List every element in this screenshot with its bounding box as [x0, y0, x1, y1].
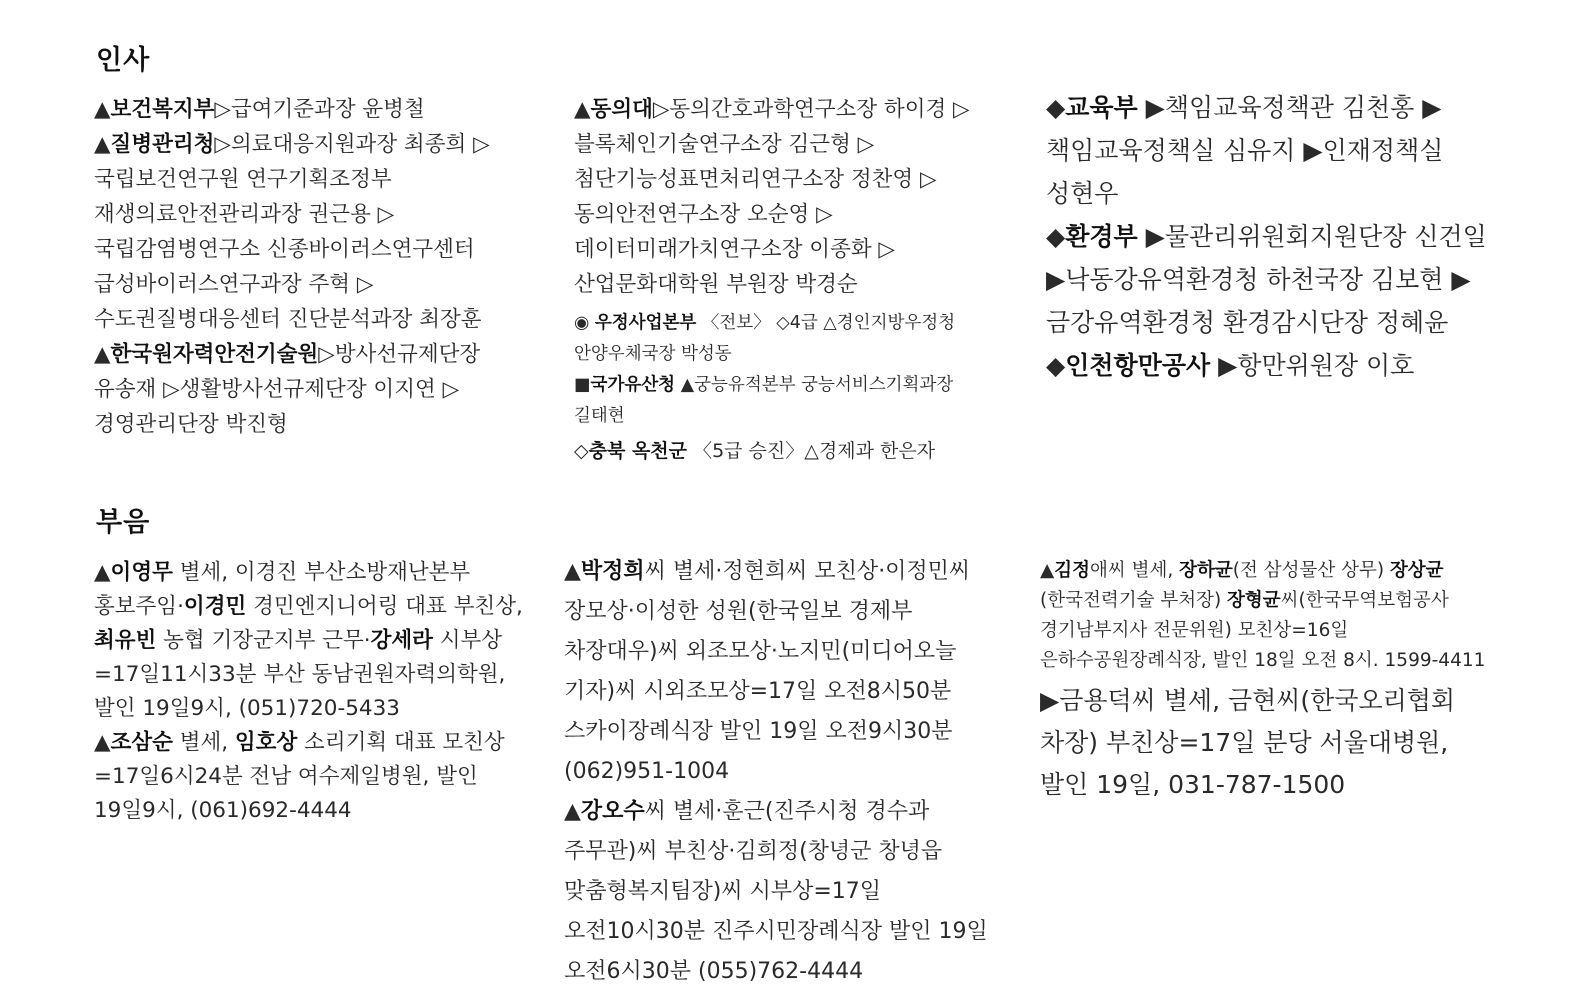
insa-entry	[574, 436, 1004, 467]
bueum-entry	[564, 552, 1004, 792]
family-name: 장상균	[1389, 560, 1444, 581]
insa-column-1	[94, 92, 519, 442]
bueum-entry	[1040, 556, 1490, 676]
entry-text: 금용덕씨 별세, 금현씨(한국오리협회 차장) 부친상=17일 분당 서울대병원, 발인 19일, 031-787-1500	[1040, 686, 1456, 799]
bueum-entry	[564, 792, 1004, 992]
org-name: 우정사업본부	[594, 313, 697, 333]
bueum-column-3	[1040, 556, 1490, 806]
org-name: 환경부	[1065, 222, 1138, 251]
entry-text: ▷급여기준과장 윤병철	[214, 97, 425, 122]
diamond-outline-mark-icon: ◇	[574, 440, 589, 462]
org-name: 한국원자력안전기술원	[110, 342, 319, 367]
entry-text: ▶물관리위원회지원단장 신건일 ▶낙동강유역환경청 하천국장 김보현 ▶금강유역환경청 환경감시단장 정혜윤	[1046, 222, 1487, 337]
entry-text: (전 삼성물산 상무)	[1232, 560, 1390, 581]
bueum-column-1	[94, 556, 526, 828]
triangle-mark-icon: ▲	[94, 132, 111, 157]
entry-text: 소리기획 대표 모친상=17일6시24분 전남 여수제일병원, 발인 19일9시, (061)692-4444	[94, 730, 505, 823]
entry-text: 〈전보〉 ◇4급 △경인지방우정청 안양우체국장 박성동	[574, 313, 956, 364]
org-name: 인천항만공사	[1065, 351, 1211, 380]
insa-entry	[574, 92, 1004, 302]
diamond-mark-icon: ◆	[1046, 351, 1066, 380]
insa-entry	[94, 337, 519, 442]
org-name: 교육부	[1065, 93, 1138, 122]
entry-text: 시부상=17일11시33분 부산 동남권원자력의학원, 발인 19일9시, (051)720-5433	[94, 628, 506, 721]
bueum-column-2	[564, 552, 1004, 992]
diamond-mark-icon: ◆	[1046, 222, 1066, 251]
bullseye-mark-icon: ◉	[574, 313, 590, 333]
triangle-mark-icon: ▲	[94, 342, 111, 367]
deceased-name: 조삼순	[110, 730, 173, 755]
entry-text: 〈5급 승진〉△경제과 한은자	[693, 440, 936, 462]
family-name: 임호상	[234, 730, 298, 755]
insa-column-2	[574, 92, 1004, 467]
org-name: 동의대	[590, 97, 653, 122]
family-name: 이경민	[183, 594, 247, 619]
insa-entry	[574, 308, 1004, 370]
entry-text: 씨 별세·정현희씨 모친상·이정민씨 장모상·이성한 성원(한국일보 경제부 차장대우)씨 외조모상·노지민(미디어오늘 기자)씨 시외조모상=17일 오전8시50분 스카이장례식장 발인 19일 오전9시30분 (062)951-1004	[564, 559, 971, 784]
org-name: 충북 옥천군	[588, 440, 688, 462]
deceased-name: 김정	[1054, 560, 1090, 581]
entry-text: ▲궁능유적본부 궁능서비스기획과장 길태현	[574, 375, 954, 426]
entry-text: ▷동의간호과학연구소장 하이경 ▷블록체인기술연구소장 김근형 ▷첨단기능성표면처리연구소장 정찬영 ▷동의안전연구소장 오순영 ▷데이터미래가치연구소장 이종화 ▷산업문화대학원 부원장 박경순	[574, 97, 970, 297]
entry-text: 별세, 이경진 부산소방재난본부 홍보주임·	[94, 560, 471, 619]
deceased-name: 강오수	[580, 799, 645, 824]
insa-entry	[1046, 344, 1491, 387]
triangle-mark-icon: ▲	[564, 799, 581, 824]
insa-entry	[574, 370, 1004, 432]
entry-text: ▶책임교육정책관 김천홍 ▶책임교육정책실 심유지 ▶인재정책실 성현우	[1046, 93, 1444, 208]
entry-text: 별세,	[172, 730, 235, 755]
triangle-mark-icon: ▲	[1040, 560, 1055, 581]
entry-text: ▶항만위원장 이호	[1218, 351, 1415, 380]
org-name: 보건복지부	[110, 97, 215, 122]
triangle-mark-icon: ▲	[94, 730, 111, 755]
bueum-entry	[94, 556, 526, 726]
square-mark-icon: ■	[574, 375, 591, 395]
deceased-name: 이영무	[110, 560, 173, 585]
family-name: 최유빈	[94, 628, 157, 653]
family-name: 강세라	[370, 628, 433, 653]
triangle-mark-icon: ▲	[564, 559, 581, 584]
insa-entry	[94, 127, 519, 337]
org-name: 국가유산청	[590, 375, 676, 395]
org-name: 질병관리청	[110, 132, 215, 157]
bueum-entry	[94, 726, 526, 828]
family-name: 장하균	[1179, 560, 1233, 581]
diamond-mark-icon: ◆	[1046, 93, 1066, 122]
entry-text: 경민엔지니어링 대표 부친상,	[246, 594, 523, 619]
section-title-insa: 인사	[96, 45, 151, 76]
entry-text: 농협 기장군지부 근무·	[156, 628, 371, 653]
family-name: 장형균	[1227, 590, 1281, 611]
entry-text: ▷방사선규제단장 유송재 ▷생활방사선규제단장 이지연 ▷경영관리단장 박진형	[94, 342, 481, 437]
insa-entry	[1046, 86, 1491, 215]
entry-text: (한국전력기술 부처장)	[1040, 590, 1228, 611]
triangle-mark-icon: ▲	[574, 97, 591, 122]
bueum-entry	[1040, 680, 1490, 806]
triangle-mark-icon: ▲	[94, 560, 111, 585]
entry-text: 애씨 별세,	[1089, 560, 1180, 581]
insa-entry	[1046, 215, 1491, 344]
arrow-mark-icon: ▶	[1040, 686, 1060, 715]
entry-text: 씨(한국무역보험공사 경기남부지사 전문위원) 모친상=16일 은하수공원장례식장, 발인 18일 오전 8시. 1599-4411	[1040, 590, 1486, 671]
insa-entry	[94, 92, 519, 127]
triangle-mark-icon: ▲	[94, 97, 111, 122]
insa-column-3	[1046, 86, 1491, 387]
entry-text: ▷의료대응지원과장 최종희 ▷국립보건연구원 연구기획조정부 재생의료안전관리과장 권근용 ▷국립감염병연구소 신종바이러스연구센터 급성바이러스연구과장 주혁 ▷수도권질병대응센터 진단분석과장 최장훈	[94, 132, 490, 332]
entry-text: 씨 별세·훈근(진주시청 경수과 주무관)씨 부친상·김희정(창녕군 창녕읍 맞춤형복지팀장)씨 시부상=17일 오전10시30분 진주시민장례식장 발인 19일 오전6시30분 (055)762-4444	[564, 799, 988, 984]
deceased-name: 박정희	[580, 559, 645, 584]
section-title-bueum: 부음	[96, 507, 151, 538]
